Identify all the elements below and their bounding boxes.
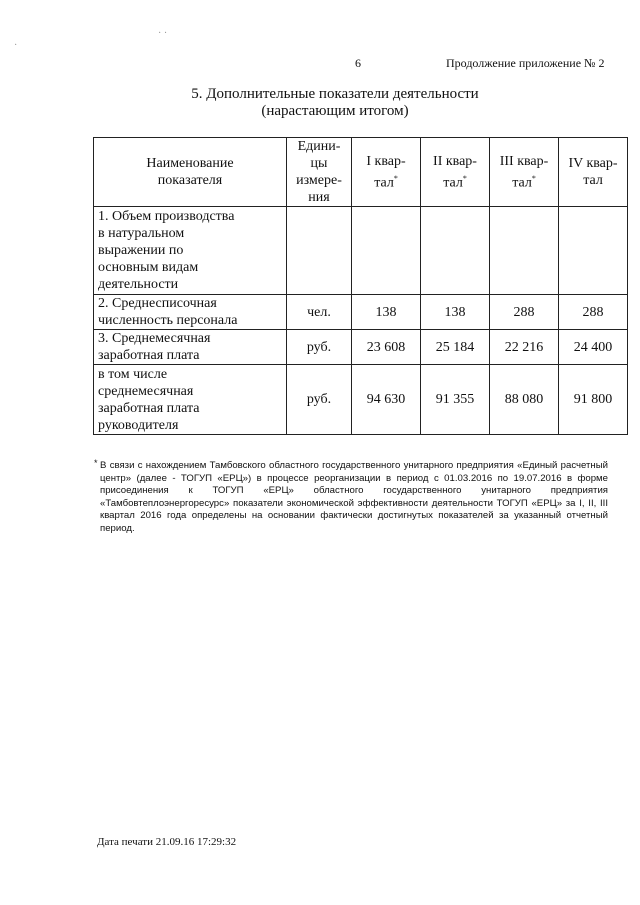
row-unit: руб. <box>287 330 352 365</box>
row-unit: чел. <box>287 295 352 330</box>
table-header-row <box>94 138 628 207</box>
row-q1: 23 608 <box>352 330 421 365</box>
row-q4: 91 800 <box>559 365 628 435</box>
print-date: Дата печати 21.09.16 17:29:32 <box>97 836 237 848</box>
row-q3: 288 <box>490 295 559 330</box>
col-header-name: Наименование показателя <box>94 138 287 207</box>
col-header-q2: II квар- тал* <box>421 138 490 207</box>
row-q2: 138 <box>421 295 490 330</box>
row-name: 3. Среднемесячная заработная плата <box>94 330 287 365</box>
row-q1: 138 <box>352 295 421 330</box>
row-unit: руб. <box>287 365 352 435</box>
row-name: 2. Среднесписочная численность персонала <box>94 295 287 330</box>
row-q2: 25 184 <box>421 330 490 365</box>
table-row <box>94 207 628 295</box>
row-q2: 91 355 <box>421 365 490 435</box>
col-header-q4: IV квар- тал <box>559 138 628 207</box>
scan-speck: · · <box>158 28 168 39</box>
col-header-q1: I квар- тал* <box>352 138 421 207</box>
title-line-1: 5. Дополнительные показатели деятельности <box>191 86 479 102</box>
row-q1: 94 630 <box>352 365 421 435</box>
row-name: в том числе среднемесячная заработная плата руководителя <box>94 365 287 435</box>
row-q4: 288 <box>559 295 628 330</box>
row-q3: 22 216 <box>490 330 559 365</box>
footnote <box>94 458 608 535</box>
section-title <box>0 86 640 120</box>
row-q2 <box>421 207 490 295</box>
row-name: 1. Объем производства в натуральном выражении по основным видам деятельности <box>94 207 287 295</box>
indicators-table <box>93 137 628 435</box>
footnote-text: В связи с нахождением Тамбовского областного государственного унитарного предприятия «Единый расчетный центр» (далее - ТОГУП «ЕРЦ») в процессе реорганизации в период с 01.03.2016 по 19.07.2016 в форме присоединения к ТОГУП «ЕРЦ» областного государственного унитарного предприятия «Тамбовтеплоэнергоресурс» показатели экономической эффективности деятельности ТОГУП «ЕРЦ» за I, II, III квартал 2016 года определены на основании фактически достигнутых показателей за указанный отчетный период. <box>100 460 608 534</box>
col-header-q3: III квар- тал* <box>490 138 559 207</box>
footnote-marker: * <box>94 458 98 468</box>
page-number: 6 <box>355 56 361 70</box>
row-q3: 88 080 <box>490 365 559 435</box>
row-q1 <box>352 207 421 295</box>
scan-speck: · <box>14 40 18 51</box>
appendix-label: Продолжение приложение № 2 <box>446 56 605 70</box>
row-q4: 24 400 <box>559 330 628 365</box>
row-q3 <box>490 207 559 295</box>
table-row <box>94 330 628 365</box>
table-row <box>94 365 628 435</box>
col-header-unit: Едини- цы измере- ния <box>287 138 352 207</box>
row-unit <box>287 207 352 295</box>
table-row <box>94 295 628 330</box>
title-line-2: (нарастающим итогом) <box>261 103 409 119</box>
row-q4 <box>559 207 628 295</box>
